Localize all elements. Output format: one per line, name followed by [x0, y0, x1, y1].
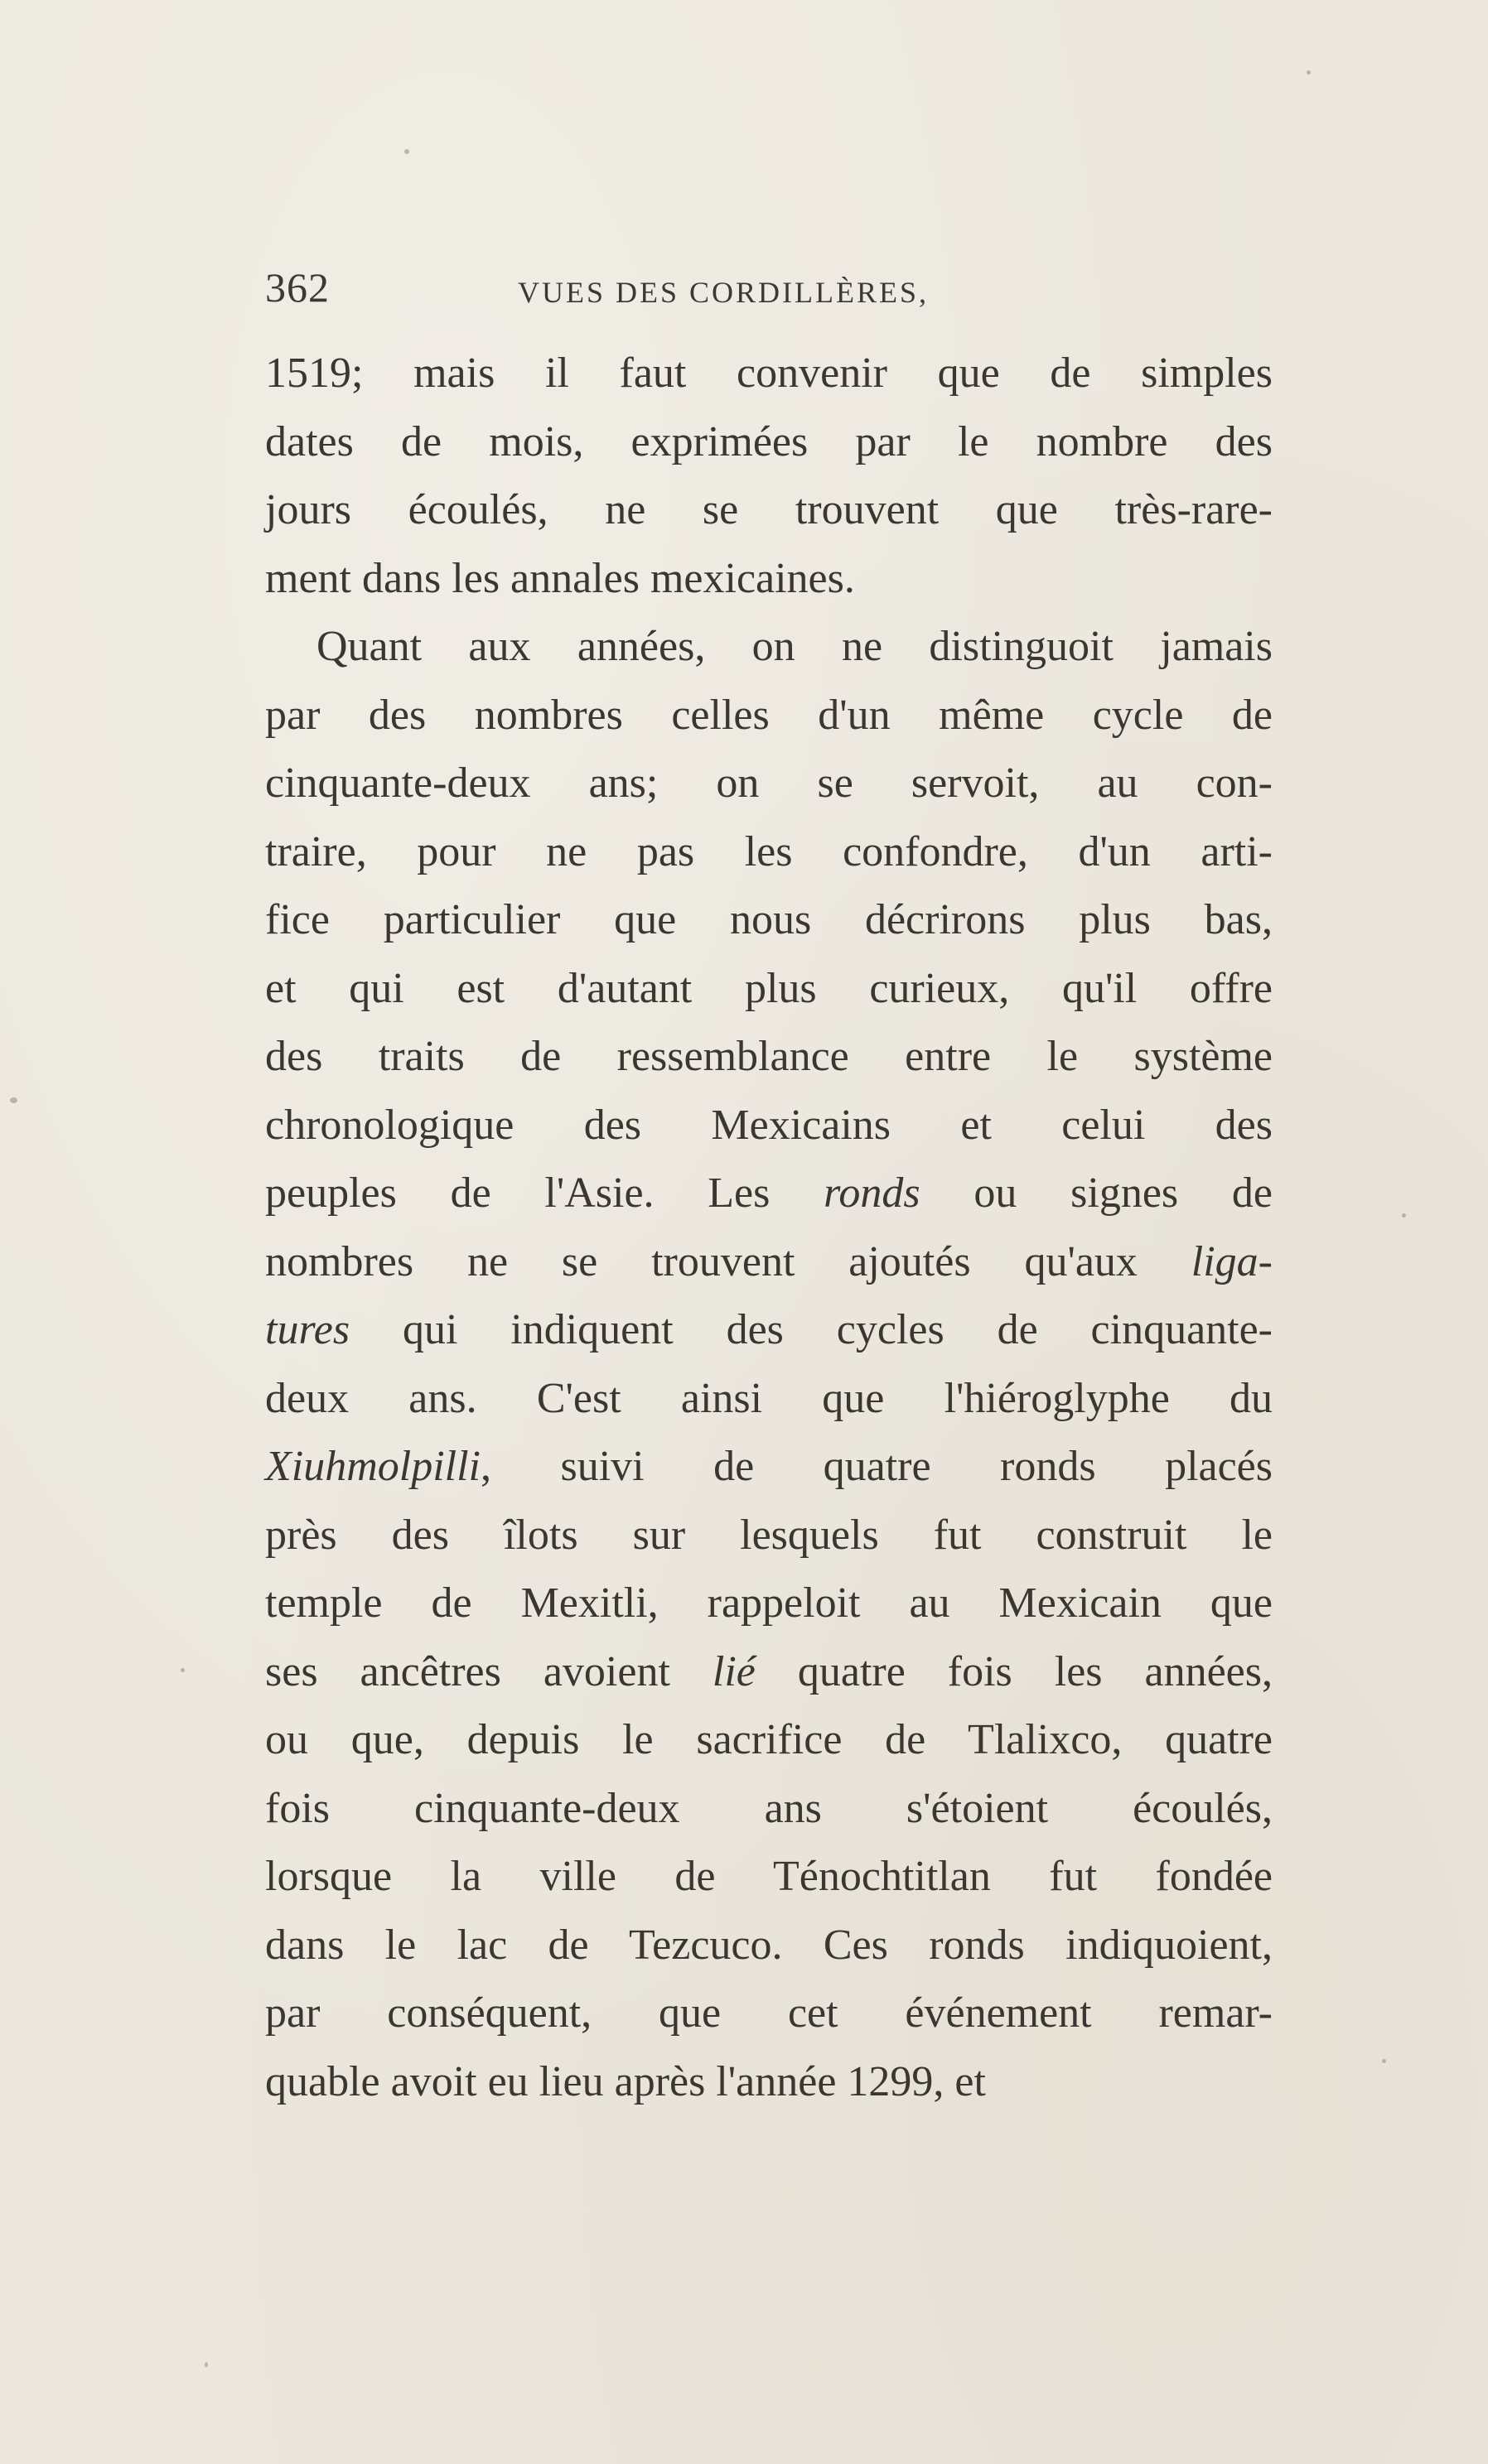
text-line	[265, 1843, 1273, 1912]
text-span: chronologique des Mexicains et celui des	[265, 1101, 1273, 1149]
paper-speck	[1307, 70, 1311, 75]
italic-text: liga-	[1191, 1237, 1273, 1285]
text-span: peuples de l'Asie. Les	[265, 1169, 824, 1217]
text-line	[265, 1228, 1273, 1297]
text-line	[265, 408, 1273, 477]
text-line	[265, 2048, 1273, 2117]
text-span: traire, pour ne pas les confondre, d'un arti-	[265, 827, 1273, 875]
text-line	[265, 545, 1273, 614]
text-line	[265, 818, 1273, 887]
text-line	[265, 1296, 1273, 1365]
italic-text: lié	[712, 1647, 756, 1695]
text-span: ses ancêtres avoient	[265, 1647, 713, 1695]
text-line	[265, 1638, 1273, 1707]
text-span: Quant aux années, on ne distinguoit jamais	[316, 623, 1273, 670]
page-header	[265, 263, 1276, 313]
text-span: lorsque la ville de Ténochtitlan fut fondée	[265, 1853, 1273, 1900]
text-span: ou que, depuis le sacrifice de Tlalixco, quatre	[265, 1716, 1273, 1763]
body-text	[265, 340, 1273, 2116]
text-line	[265, 886, 1273, 955]
text-span: dates de mois, exprimées par le nombre des	[265, 417, 1273, 465]
text-line	[265, 1433, 1273, 1502]
text-line	[265, 682, 1273, 750]
text-span: jours écoulés, ne se trouvent que très-rare-	[265, 486, 1273, 533]
text-line	[265, 955, 1273, 1024]
text-span: , suivi de quatre ronds placés	[481, 1443, 1273, 1490]
text-line	[265, 750, 1273, 818]
text-line	[265, 1979, 1273, 2048]
text-span: temple de Mexitli, rappeloit au Mexicain que	[265, 1579, 1273, 1627]
text-line	[265, 1912, 1273, 1980]
text-span: ment dans les annales mexicaines.	[265, 554, 855, 602]
text-span: deux ans. C'est ainsi que l'hiéroglyphe du	[265, 1374, 1273, 1422]
text-span: cinquante-deux ans; on se servoit, au con-	[265, 759, 1273, 807]
text-line	[265, 1706, 1273, 1775]
paper-speck	[1382, 2059, 1386, 2063]
text-span: fice particulier que nous décrirons plus bas,	[265, 896, 1273, 943]
text-span: 1519; mais il faut convenir que de simples	[265, 350, 1273, 397]
text-line	[265, 476, 1273, 545]
text-line	[265, 1160, 1273, 1228]
text-line	[265, 1023, 1273, 1092]
paper-speck	[10, 1097, 17, 1103]
text-line	[265, 340, 1273, 408]
page-number: 362	[265, 264, 330, 311]
text-span: qui indiquent des cycles de cinquante-	[350, 1306, 1273, 1353]
text-span: ou signes de	[920, 1169, 1273, 1217]
text-line	[265, 1775, 1273, 1844]
text-line	[265, 1365, 1273, 1434]
text-span: quable avoit eu lieu après l'année 1299, et	[265, 2057, 986, 2105]
text-line	[265, 1092, 1273, 1160]
italic-text: Xiuhmolpilli	[265, 1443, 481, 1490]
italic-text: tures	[265, 1306, 350, 1353]
text-span: par des nombres celles d'un même cycle de	[265, 691, 1273, 739]
paper-speck	[1402, 1213, 1406, 1218]
text-span: par conséquent, que cet événement remar-	[265, 1989, 1273, 2037]
text-span: dans le lac de Tezcuco. Ces ronds indiquoient,	[265, 1921, 1273, 1969]
text-span: fois cinquante-deux ans s'étoient écoulés,	[265, 1784, 1273, 1832]
running-head: VUES DES CORDILLÈRES,	[518, 276, 930, 309]
text-span: quatre fois les années,	[755, 1647, 1273, 1695]
paper-speck	[181, 1668, 185, 1672]
paper-speck	[404, 149, 409, 154]
text-span: des traits de ressemblance entre le système	[265, 1033, 1273, 1080]
text-span: près des îlots sur lesquels fut construit le	[265, 1511, 1273, 1559]
text-line	[265, 613, 1273, 682]
text-span: nombres ne se trouvent ajoutés qu'aux	[265, 1237, 1191, 1285]
text-line	[265, 1502, 1273, 1570]
text-span: et qui est d'autant plus curieux, qu'il offre	[265, 964, 1273, 1012]
paper-speck	[205, 2362, 208, 2367]
text-line	[265, 1570, 1273, 1638]
italic-text: ronds	[824, 1169, 920, 1217]
